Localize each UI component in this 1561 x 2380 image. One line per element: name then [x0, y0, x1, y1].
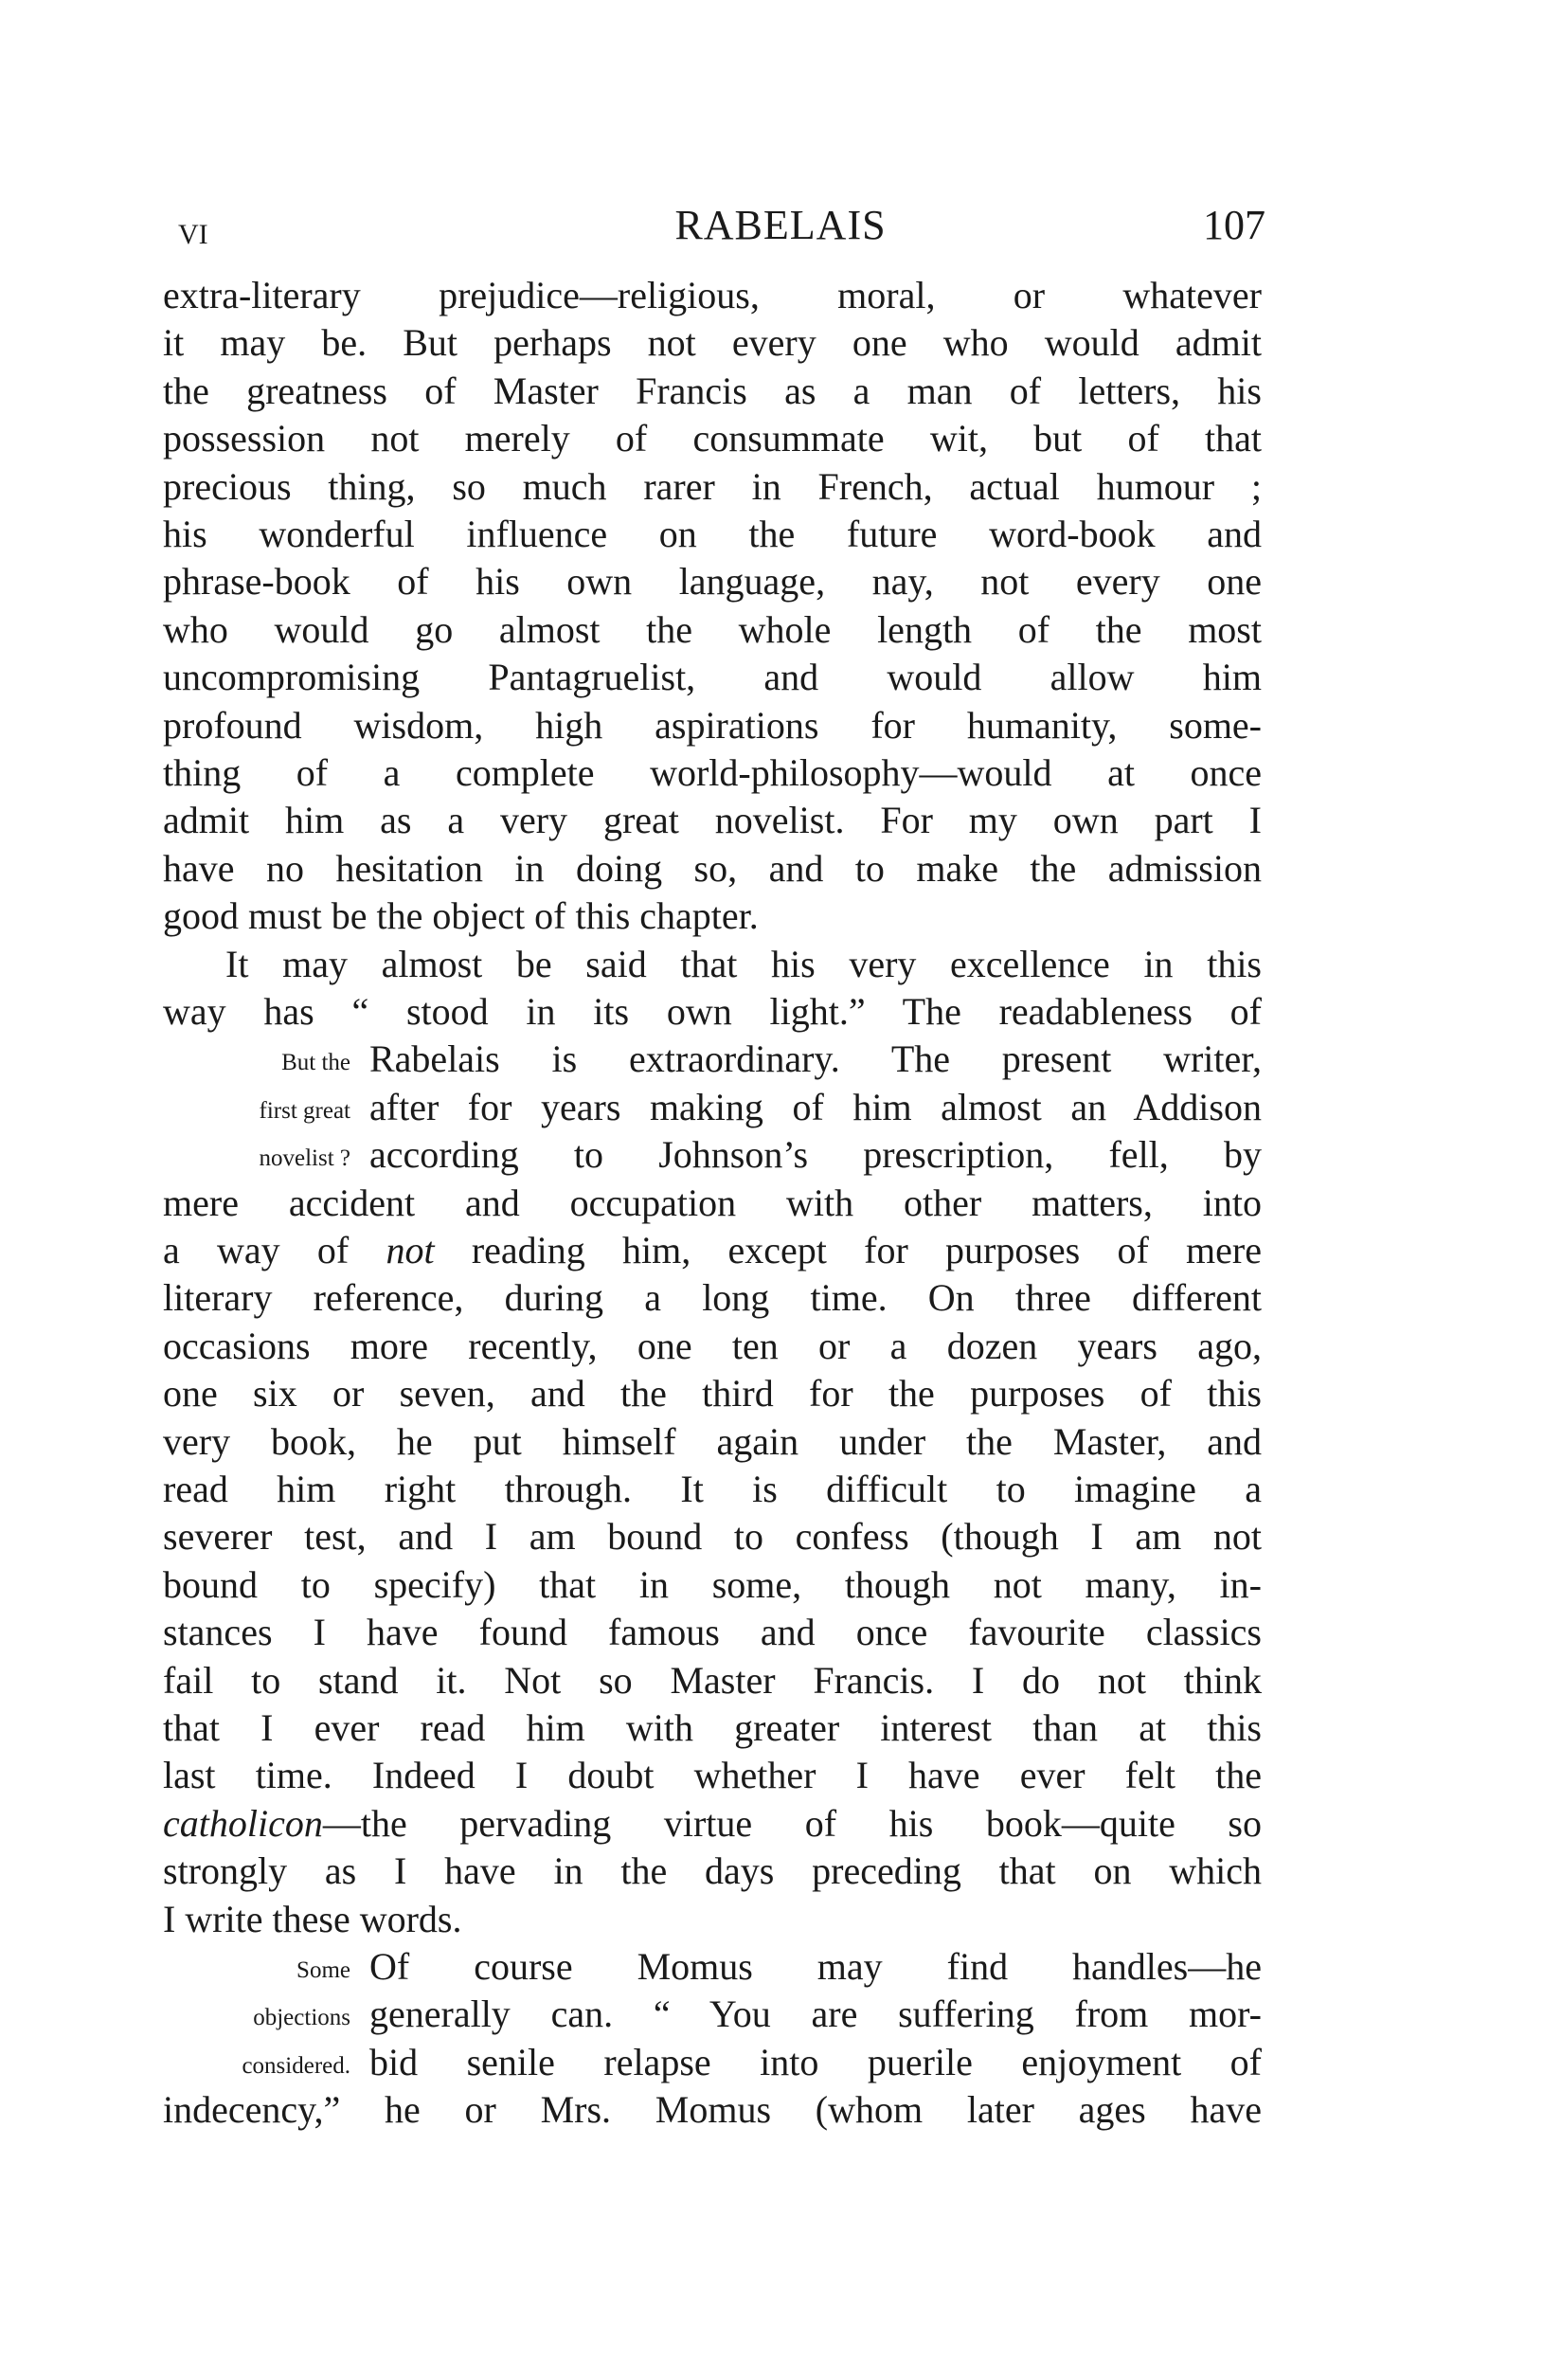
text-line: who would go almost the whole length of the most	[163, 607, 1262, 651]
text-line: mere accident and occupation with other matters, into	[163, 1181, 1262, 1224]
text-segment: a way of	[163, 1229, 386, 1271]
text-line: uncompromising Pantagruelist, and would allow him	[163, 656, 1262, 699]
margin-note: Some	[296, 1957, 350, 1983]
text-line: admit him as a very great novelist. For my own part I	[163, 799, 1262, 842]
italic-word: catholicon	[163, 1801, 323, 1845]
text-line: according to Johnson’s prescription, fell, by	[369, 1133, 1262, 1177]
text-line: occasions more recently, one ten or a dozen years ago,	[163, 1324, 1262, 1367]
section-number: VI	[178, 219, 208, 250]
text-segment: —the pervading virtue of his book—quite so	[322, 1801, 1262, 1845]
text-line	[163, 1800, 1262, 1848]
text-line: one six or seven, and the third for the purposes of this	[163, 1372, 1262, 1415]
text-line: thing of a complete world-philosophy—would at once	[163, 751, 1262, 794]
text-line: Rabelais is extraordinary. The present writer,	[369, 1037, 1262, 1081]
text-line: literary reference, during a long time. On three different	[163, 1276, 1262, 1320]
text-line: precious thing, so much rarer in French, actual humour ;	[163, 464, 1262, 508]
text-line: It may almost be said that his very excellence in this	[225, 942, 1262, 985]
margin-note: But the	[281, 1050, 350, 1076]
text-line: very book, he put himself again under the Master, and	[163, 1419, 1262, 1463]
italic-word: not	[386, 1229, 435, 1271]
text-line: profound wisdom, high aspirations for humanity, some-	[163, 703, 1262, 747]
text-line: bid senile relapse into puerile enjoyment of	[369, 2040, 1262, 2083]
text-line: phrase-book of his own language, nay, not every one	[163, 560, 1262, 604]
text-line: I write these words.	[163, 1897, 462, 1940]
text-line: his wonderful influence on the future word-book and	[163, 513, 1262, 555]
text-line: the greatness of Master Francis as a man of letters, his	[163, 369, 1262, 412]
margin-note: objections	[253, 2005, 350, 2031]
page-number: 107	[1203, 202, 1265, 248]
margin-note: considered.	[242, 2052, 350, 2079]
text-line: Of course Momus may find handles—he	[369, 1945, 1262, 1988]
text-line: strongly as I have in the days preceding that on which	[163, 1849, 1262, 1893]
text-line: stances I have found famous and once favourite classics	[163, 1611, 1262, 1654]
running-title: RABELAIS	[674, 202, 887, 248]
text-line: it may be. But perhaps not every one who would admit	[163, 321, 1262, 365]
text-line: generally can. “ You are suffering from mor-	[369, 1992, 1262, 2036]
margin-note: novelist ?	[259, 1145, 350, 1172]
text-line: after for years making of him almost an Addison	[369, 1085, 1262, 1128]
text-line: bound to specify) that in some, though not many, in-	[163, 1562, 1262, 1606]
text-line: severer test, and I am bound to confess (though I am not	[163, 1515, 1262, 1559]
text-line: last time. Indeed I doubt whether I have ever felt the	[163, 1754, 1262, 1797]
text-line: possession not merely of consummate wit, but of that	[163, 417, 1262, 460]
text-line: extra-literary prejudice—religious, moral, or whatever	[163, 274, 1262, 316]
text-line: way has “ stood in its own light.” The readableness of	[163, 990, 1262, 1033]
text-line: good must be the object of this chapter.	[163, 894, 759, 938]
text-line: indecency,” he or Mrs. Momus (whom later ages have	[163, 2088, 1262, 2132]
text-segment: reading him, except for purposes of mere	[434, 1229, 1262, 1271]
text-line	[163, 1227, 1262, 1274]
margin-note: first great	[259, 1097, 350, 1124]
text-line: have no hesitation in doing so, and to make the admission	[163, 846, 1262, 890]
text-line: read him right through. It is difficult to imagine a	[163, 1468, 1262, 1510]
text-line: fail to stand it. Not so Master Francis. I do not think	[163, 1658, 1262, 1702]
text-line: that I ever read him with greater interest than at this	[163, 1706, 1262, 1749]
